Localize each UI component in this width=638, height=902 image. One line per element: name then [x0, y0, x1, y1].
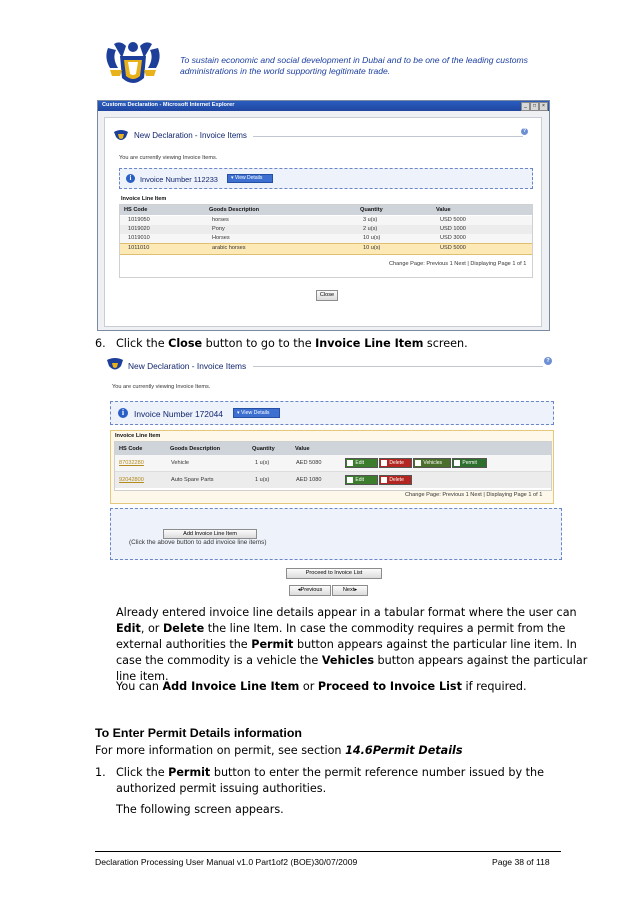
- page-logo-icon: [106, 357, 124, 373]
- col-goods-description: Goods Description: [209, 207, 260, 213]
- invoice-line-description: Already entered invoice line details appear in a tabular format where the user can Edit, or Delete the line Item. In case the commodity requires a permit from the external authorities the Permit button appears against the particular line item. In case the commodity is a vehicle the Vehicles button appears against the particular line item.: [116, 606, 588, 683]
- viewing-text: You are currently viewing Invoice Items.: [119, 155, 218, 161]
- section-label: Invoice Line Item: [121, 196, 167, 202]
- page-title: New Declaration - Invoice Items: [128, 361, 247, 371]
- invoice-line-item-screen: [102, 353, 560, 598]
- help-icon[interactable]: ?: [544, 357, 552, 365]
- col-hs-code: HS Code: [124, 207, 148, 213]
- cell-description: Vehicle: [171, 460, 190, 466]
- step-1-text: Click the Permit button to enter the permit reference number issued by the authorized permit issuing authorities.: [116, 766, 544, 795]
- customs-logo: [100, 38, 166, 90]
- edit-icon: [347, 460, 353, 466]
- cell-description: Horses: [212, 235, 230, 241]
- delete-button[interactable]: Delete: [379, 475, 412, 485]
- view-details-button[interactable]: ▾ View Details: [227, 174, 273, 183]
- window-close-button[interactable]: ×: [539, 102, 548, 111]
- cell-description: Pony: [212, 226, 225, 232]
- table-header: [115, 442, 551, 455]
- cell-value: AED 5080: [296, 460, 322, 466]
- proceed-to-invoice-list-button[interactable]: Proceed to Invoice List: [286, 568, 382, 579]
- pager-text[interactable]: Change Page: Previous 1 Next | Displaying Page 1 of 1: [389, 261, 527, 267]
- permit-details-link[interactable]: 14.6Permit Details: [345, 744, 463, 757]
- cell-description: arabic horses: [212, 245, 246, 251]
- footer-rule: [95, 851, 561, 852]
- edit-button[interactable]: Edit: [345, 475, 378, 485]
- cell-value: USD 5000: [440, 217, 466, 223]
- prev-arrow-icon: ◂: [297, 587, 301, 593]
- add-hint-text: (Click the above button to add invoice line items): [129, 539, 267, 546]
- help-icon[interactable]: ?: [522, 128, 527, 134]
- table-row-selected[interactable]: [120, 243, 532, 255]
- invoice-items-page: [104, 117, 542, 327]
- invoice-panel: [119, 168, 533, 189]
- cell-quantity: 3 u(s): [363, 217, 378, 223]
- motto-text: To sustain economic and social development in Dubai and to be one of the leading customs administrations in the world supporting legitimate trade.: [180, 55, 528, 76]
- add-item-panel: [110, 508, 562, 560]
- col-quantity: Quantity: [360, 207, 383, 213]
- invoice-table: [119, 204, 533, 278]
- cell-hs-code: 1019010: [128, 235, 150, 241]
- cell-quantity: 10 u(s): [363, 245, 381, 251]
- view-details-label: View Details: [241, 410, 270, 416]
- col-quantity: Quantity: [252, 446, 275, 452]
- cell-quantity: 2 u(s): [363, 226, 378, 232]
- cell-hs-code: 1011010: [128, 245, 150, 251]
- maximize-button[interactable]: □: [530, 102, 539, 111]
- info-icon: i: [126, 174, 135, 183]
- delete-icon: [381, 477, 387, 483]
- footer-page-number: Page 38 of 118: [492, 857, 550, 867]
- info-icon: i: [118, 408, 128, 418]
- cell-value: USD 5000: [440, 245, 466, 251]
- section-heading: To Enter Permit Details information: [95, 726, 302, 740]
- col-value: Value: [436, 207, 451, 213]
- add-invoice-line-item-button[interactable]: Add Invoice Line Item: [163, 529, 257, 539]
- cell-hs-code: 1019050: [128, 217, 150, 223]
- page-logo-icon: [113, 128, 129, 142]
- cell-description: horses: [212, 217, 229, 223]
- line-item-panel: [110, 430, 554, 504]
- footer-document-title: Declaration Processing User Manual v1.0 Part1of2 (BOE)30/07/2009: [95, 857, 358, 867]
- table-row[interactable]: [120, 216, 532, 225]
- cell-description: Auto Spare Parts: [171, 477, 214, 483]
- delete-button[interactable]: Delete: [379, 458, 412, 468]
- window-titlebar: [98, 101, 549, 111]
- invoice-number: Invoice Number 112233: [140, 175, 218, 184]
- cell-quantity: 1 u(s): [255, 460, 270, 466]
- col-goods-description: Goods Description: [170, 446, 221, 452]
- section-label: Invoice Line Item: [115, 433, 161, 439]
- next-arrow-icon: ▸: [354, 587, 358, 593]
- table-row[interactable]: [120, 225, 532, 234]
- window-title: Customs Declaration - Microsoft Internet Explorer: [102, 102, 235, 108]
- title-rule: [253, 136, 523, 137]
- previous-button[interactable]: ◂Previous: [289, 585, 331, 596]
- edit-button[interactable]: Edit: [345, 458, 378, 468]
- minimize-button[interactable]: _: [521, 102, 530, 111]
- cell-quantity: 10 u(s): [363, 235, 381, 241]
- edit-icon: [347, 477, 353, 483]
- table-row[interactable]: [115, 455, 551, 472]
- table-row[interactable]: [115, 472, 551, 488]
- hs-code-link[interactable]: 87032280: [119, 460, 144, 466]
- page-title: New Declaration - Invoice Items: [134, 131, 247, 140]
- pager-text[interactable]: Change Page: Previous 1 Next | Displaying Page 1 of 1: [405, 492, 543, 498]
- cell-quantity: 1 u(s): [255, 477, 270, 483]
- options-text: You can Add Invoice Line Item or Proceed to Invoice List if required.: [116, 680, 527, 693]
- step-6-number: 6.: [95, 337, 106, 350]
- hs-code-link[interactable]: 92042800: [119, 477, 144, 483]
- eagle-logo-icon: [100, 38, 166, 90]
- step-6-text: Click the Close button to go to the Invoice Line Item screen.: [116, 337, 468, 350]
- cell-value: USD 1000: [440, 226, 466, 232]
- permit-button[interactable]: Permit: [452, 458, 487, 468]
- vehicles-button[interactable]: Vehicles: [413, 458, 451, 468]
- close-button[interactable]: Close: [316, 290, 338, 301]
- view-details-label: View Details: [234, 175, 263, 181]
- title-rule: [253, 366, 543, 367]
- table-header: [120, 205, 532, 215]
- following-screen-text: The following screen appears.: [116, 803, 284, 816]
- viewing-text: You are currently viewing Invoice Items.: [112, 384, 211, 390]
- cell-value: USD 3000: [440, 235, 466, 241]
- section-reference: For more information on permit, see section 14.6Permit Details: [95, 744, 463, 757]
- browser-window: [97, 100, 550, 331]
- invoice-panel: [110, 401, 554, 425]
- car-icon: [415, 460, 421, 466]
- line-item-table: [114, 441, 552, 491]
- col-value: Value: [295, 446, 310, 452]
- cell-hs-code: 1019020: [128, 226, 150, 232]
- step-1-number: 1.: [95, 766, 106, 779]
- col-hs-code: HS Code: [119, 446, 143, 452]
- cell-value: AED 1080: [296, 477, 322, 483]
- next-button[interactable]: Next▸: [332, 585, 368, 596]
- permit-icon: [454, 460, 460, 466]
- table-row[interactable]: [120, 234, 532, 243]
- invoice-number: Invoice Number 172044: [134, 409, 223, 419]
- view-details-button[interactable]: ▾ View Details: [233, 408, 280, 418]
- delete-icon: [381, 460, 387, 466]
